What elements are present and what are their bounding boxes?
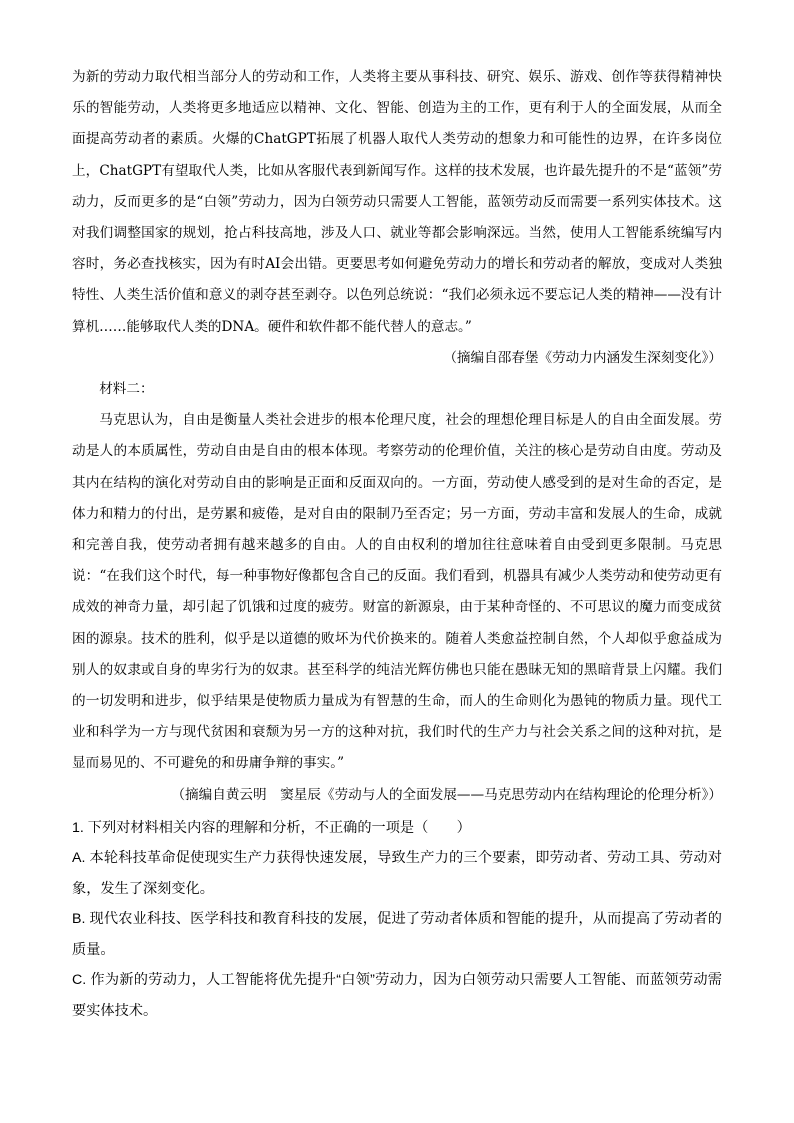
question-1-stem: 1. 下列对材料相关内容的理解和分析，不正确的一项是（ ） <box>72 819 471 836</box>
question-1-option-a: A. 本轮科技革命促使现实生产力获得快速发展，导致生产力的三个要素，即劳动者、劳动工具、劳动对象，发生了深刻变化。 <box>72 850 722 897</box>
material1-source: （摘编自邵春堡《劳动力内涵发生深刻变化》） <box>443 349 722 366</box>
material2-body: 马克思认为，自由是衡量人类社会进步的根本伦理尺度，社会的理想伦理目标是人的自由全面发展。劳动是人的本质属性，劳动自由是自由的根本体现。考察劳动的伦理价值，关注的核心是劳动自由度。劳动及其内在结构的演化对劳动自由的影响是正面和反面双向的。一方面，劳动使人感受到的是对生命的否定，是体力和精力的付出，是劳累和疲倦，是对自由的限制乃至否定；另一方面，劳动丰富和发展人的生命，成就和完善自我，使劳动者拥有越来越多的自由。人的自由权利的增加往往意味着自由受到更多限制。马克思说：“在我们这个时代，每一种事物好像都包含自己的反面。我们看到，机器具有减少人类劳动和使劳动更有成效的神奇力量，却引起了饥饿和过度的疲劳。财富的新源泉，由于某种奇怪的、不可思议的魔力而变成贫困的源泉。技术的胜利，似乎是以道德的败坏为代价换来的。随着人类愈益控制自然，个人却似乎愈益成为别人的奴隶或自身的卑劣行为的奴隶。甚至科学的纯洁光辉仿佛也只能在愚昧无知的黑暗背景上闪耀。我们的一切发明和进步，似乎结果是使物质力量成为有智慧的生命，而人的生命则化为愚钝的物质力量。现代工业和科学为一方与现代贫困和衰颓为另一方的这种对抗，我们时代的生产力与社会关系之间的这种对抗，是显而易见的、不可避免的和毋庸争辩的事实。” <box>72 412 722 772</box>
question-1-option-b: B. 现代农业科技、医学科技和教育科技的发展，促进了劳动者体质和智能的提升，从而提高了劳动者的质量。 <box>72 911 722 958</box>
question-1 <box>72 813 722 1027</box>
material1-continuation: 为新的劳动力取代相当部分人的劳动和工作，人类将主要从事科技、研究、娱乐、游戏、创作等获得精神快乐的智能劳动，人类将更多地适应以精神、文化、智能、创造为主的工作，更有利于人的全面发展，从而全面提高劳动者的素质。火爆的ChatGPT拓展了机器人取代人类劳动的想象力和可能性的边界，在许多岗位上，ChatGPT有望取代人类，比如从客服代表到新闻写作。这样的技术发展，也许最先提升的不是“蓝领”劳动力，反而更多的是“白领”劳动力，因为白领劳动只需要人工智能，蓝领劳动反而需要一系列实体技术。这对我们调整国家的规划，抢占科技高地，涉及人口、就业等都会影响深远。当然，使用人工智能系统编写内容时，务必查找核实，因为有时AI会出错。更要思考如何避免劳动力的增长和劳动者的解放，变成对人类独特性、人类生活价值和意义的剥夺甚至剥夺。以色列总统说：“我们必须永远不要忘记人类的精神——没有计算机……能够取代人类的DNA。硬件和软件都不能代替人的意志。” <box>72 69 722 335</box>
material2-title: 材料二： <box>99 381 154 398</box>
page-content <box>72 62 722 1026</box>
question-1-option-c: C. 作为新的劳动力，人工智能将优先提升“白领”劳动力，因为白领劳动只需要人工智能、而蓝领劳动需要实体技术。 <box>72 972 722 1019</box>
material2-source: （摘编自黄云明 窦星辰《劳动与人的全面发展——马克思劳动内在结构理论的伦理分析》） <box>171 786 722 803</box>
